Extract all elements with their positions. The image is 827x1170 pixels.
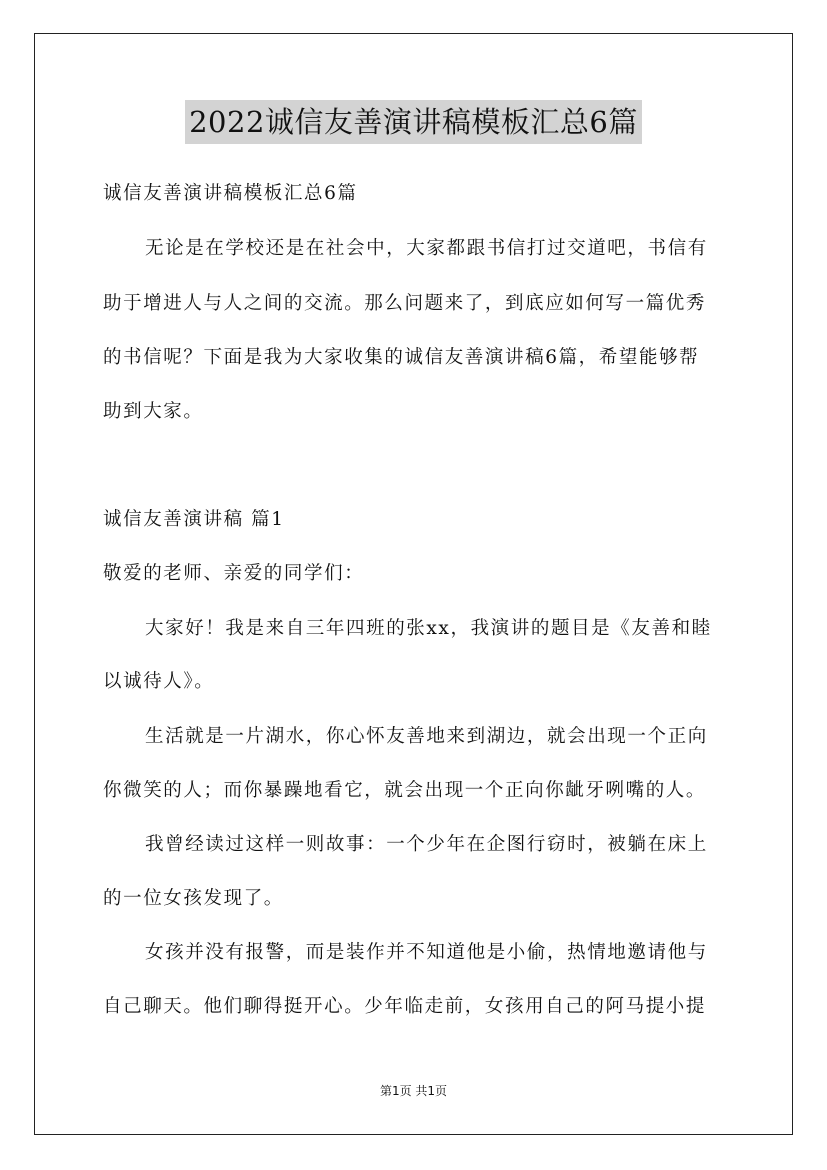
body-paragraph-line: 我曾经读过这样一则故事：一个少年在企图行窃时，被躺在床上	[145, 834, 708, 855]
intro-paragraph-line: 的书信呢？下面是我为大家收集的诚信友善演讲稿6篇，希望能够帮	[103, 347, 700, 368]
salutation: 敬爱的老师、亲爱的同学们：	[103, 563, 365, 584]
body-paragraph-line: 自己聊天。他们聊得挺开心。少年临走前，女孩用自己的阿马提小提	[103, 996, 707, 1017]
section-heading: 诚信友善演讲稿 篇1	[103, 509, 285, 530]
body-paragraph-line: 以诚待人》。	[103, 671, 215, 692]
body-paragraph-line: 的一位女孩发现了。	[103, 888, 284, 909]
body-paragraph-line: 生活就是一片湖水，你心怀友善地来到湖边，就会出现一个正向	[145, 726, 708, 747]
document-subtitle: 诚信友善演讲稿模板汇总6篇	[103, 183, 358, 204]
title-container	[0, 100, 827, 144]
intro-paragraph-line: 助到大家。	[103, 401, 204, 422]
body-paragraph-line: 你微笑的人；而你暴躁地看它，就会出现一个正向你龇牙咧嘴的人。	[103, 780, 707, 801]
page-footer: 第1页 共1页	[379, 1084, 448, 1098]
intro-paragraph-line: 无论是在学校还是在社会中，大家都跟书信打过交道吧，书信有	[145, 238, 708, 259]
body-paragraph-line: 大家好！我是来自三年四班的张xx，我演讲的题目是《友善和睦	[145, 618, 712, 639]
body-paragraph-line: 女孩并没有报警，而是装作并不知道他是小偷，热情地邀请他与	[145, 942, 708, 963]
intro-paragraph-line: 助于增进人与人之间的交流。那么问题来了，到底应如何写一篇优秀	[103, 293, 707, 314]
document-title: 2022诚信友善演讲稿模板汇总6篇	[185, 100, 642, 144]
